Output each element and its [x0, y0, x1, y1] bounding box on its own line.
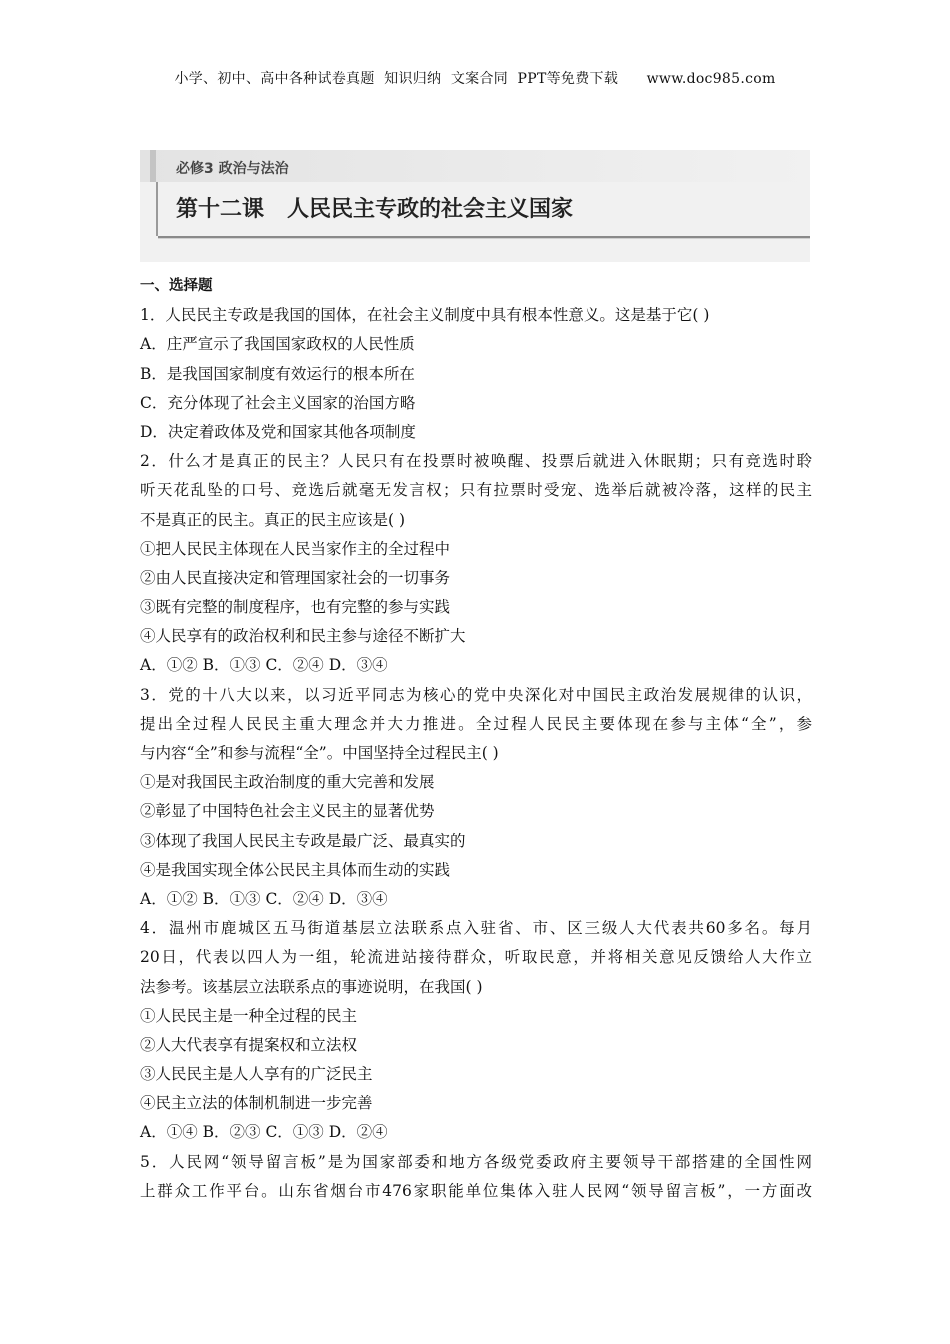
question-stem-line: 4．温州市鹿城区五马街道基层立法联系点入驻省、市、区三级人大代表共60多名。每月	[140, 919, 812, 938]
question-option: ②彰显了中国特色社会主义民主的显著优势	[140, 802, 435, 821]
question-option: B．是我国国家制度有效运行的根本所在	[140, 364, 415, 383]
question-option: ①把人民民主体现在人民当家作主的全过程中	[140, 539, 451, 558]
question-stem-line: 与内容“全”和参与流程“全”。中国坚持全过程民主( )	[140, 744, 499, 762]
question-option: ③人民民主是人人享有的广泛民主	[140, 1065, 373, 1084]
question-stem-line: 1．人民民主专政是我国的国体，在社会主义制度中具有根本性意义。这是基于它( )	[140, 306, 710, 325]
question-option: ①是对我国民主政治制度的重大完善和发展	[140, 773, 435, 792]
answer-choices: A．①④ B．②③ C．①③ D．②④	[140, 1123, 388, 1142]
banner-underline-shadow	[158, 238, 810, 239]
question-stem-line: 20日，代表以四人为一组，轮流进站接待群众，听取民意，并将相关意见反馈给人大作立	[140, 948, 812, 967]
question-option: D．决定着政体及党和国家其他各项制度	[140, 422, 416, 441]
lesson-title: 第十二课 人民民主专政的社会主义国家	[176, 197, 573, 222]
question-option: ③既有完整的制度程序，也有完整的参与实践	[140, 598, 451, 617]
question-stem-line: 上群众工作平台。山东省烟台市476家职能单位集体入驻人民网“领导留言板”，一方面改	[140, 1181, 812, 1200]
question-stem-line: 2．什么才是真正的民主？人民只有在投票时被唤醒、投票后就进入休眠期；只有竞选时聆	[140, 452, 812, 471]
question-option: A．庄严宣示了我国国家政权的人民性质	[140, 335, 415, 354]
site-header: 小学、初中、高中各种试卷真题 知识归纳 文案合同 PPT等免费下载 www.doc985.com	[174, 71, 776, 87]
question-option: ④人民享有的政治权利和民主参与途径不断扩大	[140, 627, 466, 646]
question-stem-line: 5．人民网“领导留言板”是为国家部委和地方各级党委政府主要领导干部搭建的全国性网	[140, 1152, 812, 1171]
question-stem-line: 法参考。该基层立法联系点的事迹说明，在我国( )	[140, 977, 483, 996]
question-option: ①人民民主是一种全过程的民主	[140, 1006, 358, 1025]
question-option: ④是我国实现全体公民民主具体而生动的实践	[140, 860, 451, 879]
section-title: 一、选择题	[140, 278, 213, 294]
question-option: ③体现了我国人民民主专政是最广泛、最真实的	[140, 831, 466, 850]
question-option: ④民主立法的体制机制进一步完善	[140, 1094, 373, 1113]
answer-choices: A．①② B．①③ C．②④ D．③④	[140, 656, 388, 675]
question-stem-line: 提出全过程人民民主重大理念并大力推进。全过程人民民主要体现在参与主体“全”，参	[140, 714, 812, 733]
answer-choices: A．①② B．①③ C．②④ D．③④	[140, 889, 388, 908]
subject-label: 必修3 政治与法治	[176, 161, 289, 177]
banner-accent-bar	[150, 150, 156, 182]
question-option: C．充分体现了社会主义国家的治国方略	[140, 393, 416, 412]
banner-accent-line	[156, 182, 158, 236]
question-list	[140, 272, 812, 1206]
question-option: ②由人民直接决定和管理国家社会的一切事务	[140, 568, 451, 587]
question-stem-line: 听天花乱坠的口号、竞选后就毫无发言权；只有拉票时受宠、选举后就被冷落，这样的民主	[140, 481, 812, 500]
question-stem-line: 不是真正的民主。真正的民主应该是( )	[140, 510, 406, 529]
lesson-banner	[140, 150, 810, 262]
question-option: ②人大代表享有提案权和立法权	[140, 1035, 358, 1054]
question-stem-line: 3．党的十八大以来，以习近平同志为核心的党中央深化对中国民主政治发展规律的认识，	[140, 685, 812, 704]
